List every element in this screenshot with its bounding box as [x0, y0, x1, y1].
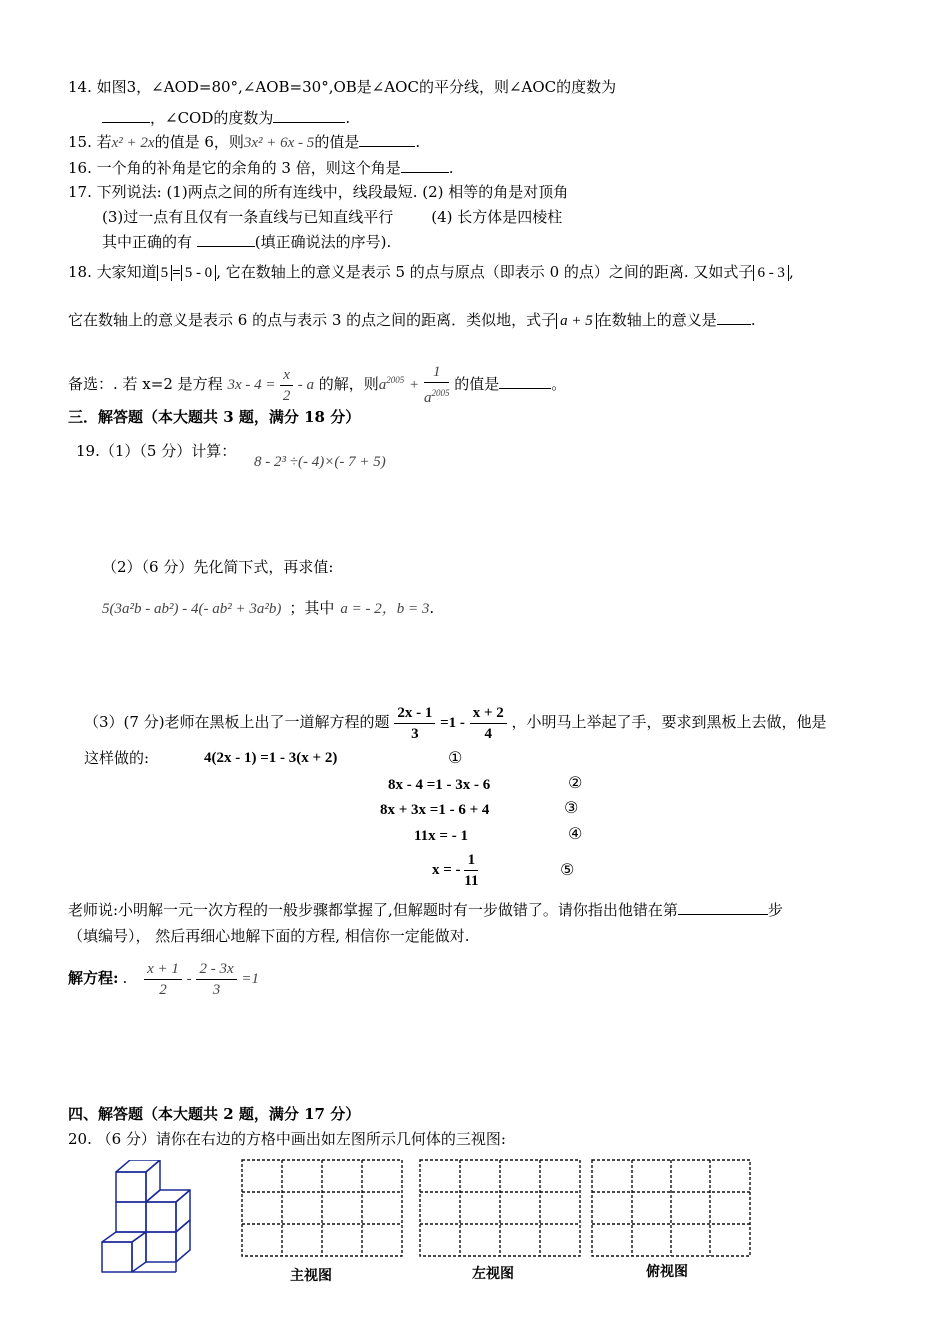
q14-blank-aoc[interactable]	[102, 108, 150, 123]
step-3-marker: ③	[564, 798, 579, 817]
solve-fraction-1: $\frac{x + 1}{2}$	[144, 959, 182, 1000]
q19-part2-expr-line: 5(3a²b - ab²) - 4(- ab² + 3a²b) ；其中 a = - 2，b = 3.	[102, 599, 435, 617]
q14-line2: ，∠COD的度数为 .	[102, 108, 350, 128]
q17-blank[interactable]	[197, 232, 255, 247]
section-3-title: 三．解答题（本大题共 3 题，满分 18 分）	[68, 408, 361, 426]
step-5-fraction: $\frac{1}{11}$	[464, 852, 479, 890]
q19-part3-line2: 这样做的:	[84, 749, 150, 767]
cube-solid-figure	[98, 1160, 224, 1282]
spare-fraction-x-2: $\frac{x}{2}$	[280, 365, 293, 406]
step-2: 8x - 4 =1 - 3x - 6	[388, 777, 491, 793]
spare-blank[interactable]	[499, 374, 551, 389]
q14-line1: 14. 如图3，∠AOD=80°,∠AOB=30°,OB是∠AOC的平分线，则∠AOC的度数为	[68, 78, 617, 96]
spare-question: 备选：. 若 x=2 是方程 3x - 4 = $\frac{x}{2}$ - a 的解，则$a^{2005}$ + $\frac{1}{a^{2005}}$ 的值是 。	[68, 364, 567, 406]
teacher-blank[interactable]	[678, 900, 768, 915]
front-view-grid[interactable]	[242, 1160, 402, 1256]
q18-line2: 它在数轴上的意义是表示 6 的点与表示 3 的点之间的距离．类似地，式子 a + 5 在数轴上的意义是 .	[68, 311, 756, 329]
q17-line1: 17. 下列说法: (1)两点之间的所有连线中，线段最短. (2) 相等的角是对顶角	[68, 183, 569, 201]
step-5-marker: ⑤	[560, 860, 575, 879]
step-3: 8x + 3x =1 - 6 + 4	[380, 802, 490, 818]
q19-part1-label: 19.（1）（5 分）计算：	[76, 442, 237, 460]
p3-fraction-1: $\frac{2x - 1}{3}$	[394, 703, 435, 744]
q15: 15. 若x² + 2x的值是 6，则3x² + 6x - 5的值是 .	[68, 133, 421, 151]
q16: 16. 一个角的补角是它的余角的 3 倍，则这个角是 .	[68, 159, 454, 177]
top-view-caption: 俯视图	[646, 1264, 688, 1280]
q18-line1: 18. 大家知道 5 = 5 - 0 , 它在数轴上的意义是表示 5 的点与原点（即表示 0 的点）之间的距离. 又如式子 6 - 3 ,	[68, 263, 794, 281]
top-view-grid[interactable]	[592, 1160, 750, 1256]
q17-line2: (3)过一点有且仅有一条直线与已知直线平行 (4) 长方体是四棱柱	[102, 208, 563, 226]
step-5: x = - $\frac{1}{11}$	[432, 852, 479, 890]
teacher-comment: 老师说:小明解一元一次方程的一般步骤都掌握了,但解题时有一步做错了。请你指出他错在第 步	[68, 901, 783, 919]
step-1: 4(2x - 1) =1 - 3(x + 2)	[204, 750, 338, 766]
q15-blank[interactable]	[359, 132, 415, 147]
step-4-marker: ④	[568, 824, 583, 843]
view-grids	[240, 1156, 754, 1260]
solve-equation: 解方程: . $\frac{x + 1}{2}$ - $\frac{2 - 3x}{3}$ =1	[68, 960, 260, 998]
front-view-caption: 主视图	[290, 1268, 332, 1284]
q14-blank-cod[interactable]	[273, 108, 345, 123]
step-2-marker: ②	[568, 773, 583, 792]
step-4: 11x = - 1	[414, 828, 468, 844]
solve-fraction-2: $\frac{2 - 3x}{3}$	[196, 959, 236, 1000]
step-1-marker: ①	[448, 748, 463, 767]
q18-blank[interactable]	[717, 310, 751, 325]
teacher-comment-line2: （填编号）， 然后再细心地解下面的方程, 相信你一定能做对.	[68, 927, 470, 945]
left-view-grid[interactable]	[420, 1160, 580, 1256]
left-view-caption: 左视图	[472, 1266, 514, 1282]
p3-fraction-2: $\frac{x + 2}{4}$	[470, 703, 507, 744]
spare-fraction-1-a: $\frac{1}{a^{2005}}$	[423, 364, 450, 406]
q19-part2-label: （2）（6 分）先化简下式，再求值:	[102, 558, 334, 576]
section-4-title: 四、解答题（本大题共 2 题，满分 17 分）	[68, 1105, 361, 1123]
q17-line3: 其中正确的有 (填正确说法的序号).	[102, 233, 392, 251]
q20-text: 20. （6 分）请你在右边的方格中画出如左图所示几何体的三视图:	[68, 1130, 506, 1148]
q19-part3-line1: （3）(7 分)老师在黑板上出了一道解方程的题 $\frac{2x - 1}{3}$ =1 - $\frac{x + 2}{4}$ ，小明马上举起了手，要求到黑板上去做，他是	[84, 704, 827, 742]
q16-blank[interactable]	[401, 158, 449, 173]
q19-part1-expr: 8 - 2³ ÷(- 4)×(- 7 + 5)	[254, 454, 386, 470]
